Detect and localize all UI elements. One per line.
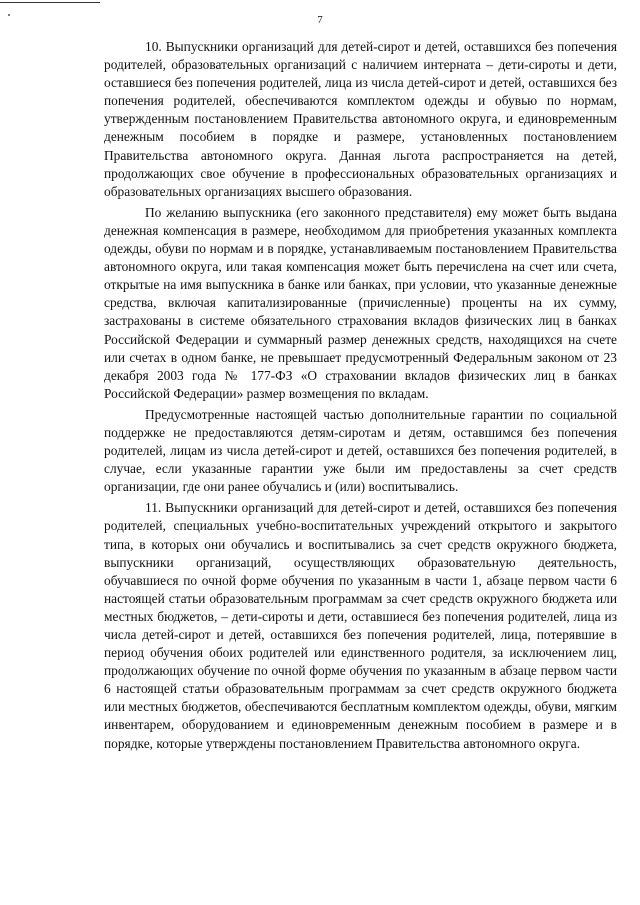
paragraph-guarantees-exception: Предусмотренные настоящей частью дополнительные гарантии по социальной поддержке не предоставляются детям-сиротам и детям, оставшимся без попечения родителей, лицам из числа детей-сирот и детей, оставшихся без попечения родителей, в случае, если указанные гарантии уже были им предоставлены за счет средств организации, где они ранее обучались и (или) воспитывались. bbox=[104, 406, 617, 495]
document-body bbox=[104, 38, 617, 753]
scan-edge-line bbox=[0, 2, 100, 3]
paragraph-item-11: 11. Выпускники организаций для детей-сирот и детей, оставшихся без попечения родителей, специальных учебно-воспитательных учреждений открытого и закрытого типа, в которых они обучались и воспитывались за счет средств окружного бюджета, выпускники организаций, осуществляющих образовательную деятельность, обучавшиеся по очной форме обучения по указанным в части 1, абзаце первом части 6 настоящей статьи образовательным программам за счет средств окружного бюджета или местных бюджетов, – дети-сироты и дети, оставшиеся без попечения родителей, лица из числа детей-сирот и детей, оставшихся без попечения родителей, лица, потерявшие в период обучения обоих родителей или единственного родителя, за исключением лиц, продолжающих обучение по очной форме обучения по указанным в абзаце первом части 6 настоящей статьи образовательным программам за счет средств окружного бюджета или местных бюджетов, обеспечиваются бесплатным комплектом одежды, обуви, мягким инвентарем, оборудованием и единовременным денежным пособием в размере и в порядке, которые утверждены постановлением Правительства автономного округа. bbox=[104, 500, 617, 751]
paragraph-item-10: 10. Выпускники организаций для детей-сирот и детей, оставшихся без попечения родителей, образовательных организаций с наличием интерната – дети-сироты и дети, оставшиеся без попечения родителей, лица из числа детей-сирот и детей, оставшихся без попечения родителей, обеспечиваются комплектом одежды и обувью по нормам, утвержденным постановлением Правительства автономного округа, и единовременным денежным пособием в порядке и размере, установленных постановлением Правительства автономного округа. Данная льгота распространяется на детей, продолжающих свое обучение в профессиональных образовательных организациях и образовательных организациях высшего образования. bbox=[104, 39, 617, 199]
paragraph-compensation: По желанию выпускника (его законного представителя) ему может быть выдана денежная компенсация в размере, необходимом для приобретения указанных комплекта одежды, обуви по нормам и в порядке, устанавливаемым постановлением Правительства автономного округа, или такая компенсация может быть перечислена на счет или счета, открытые на имя выпускника в банке или банках, при условии, что указанные денежные средства, включая капитализированные (причисленные) проценты на их сумму, застрахованы в системе обязательного страхования вкладов физических лиц в банках Российской Федерации и суммарный размер денежных средств, находящихся на счете или счетах в одном банке, не превышает предусмотренный Федеральным законом от 23 декабря 2003 года № 177-ФЗ «О страховании вкладов физических лиц в банках Российской Федерации» размер возмещения по вкладам. bbox=[104, 204, 617, 401]
page-number: 7 bbox=[317, 14, 323, 26]
